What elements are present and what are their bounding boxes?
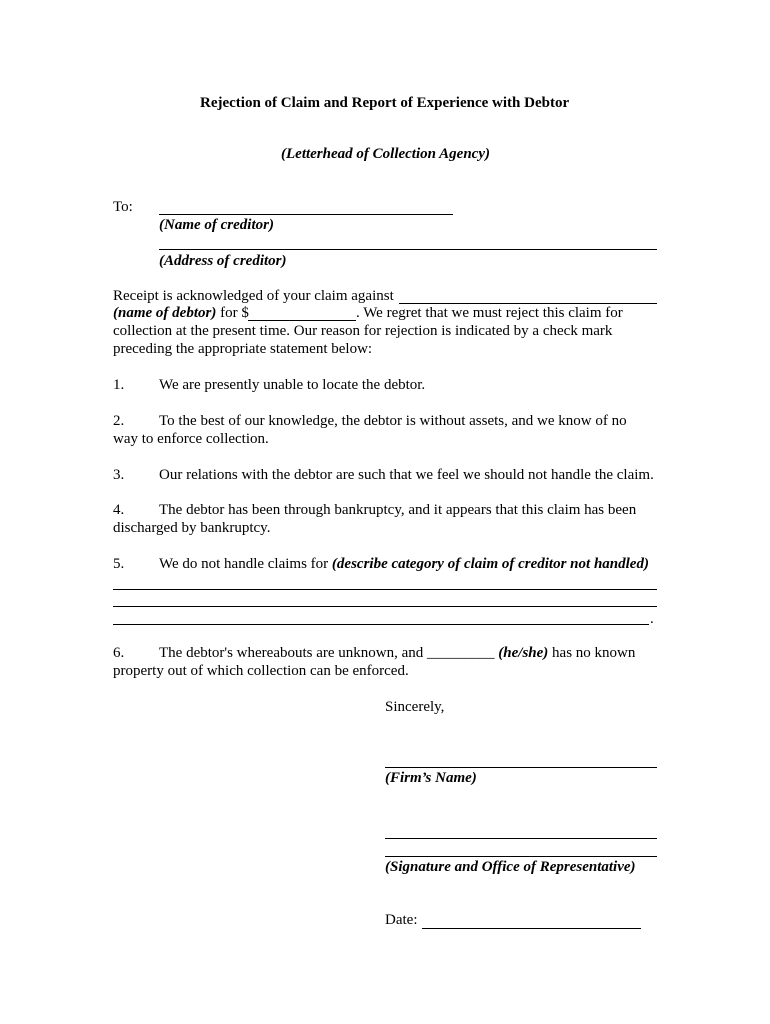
signature-line[interactable] bbox=[385, 838, 657, 839]
item-4-text-cont: discharged by bankruptcy. bbox=[113, 520, 271, 536]
debtor-label: (name of debtor) bbox=[113, 305, 217, 321]
creditor-address-line[interactable] bbox=[159, 249, 657, 250]
item-3-text: Our relations with the debtor are such that we feel we should not handle the claim. bbox=[159, 467, 654, 483]
date-line[interactable] bbox=[422, 928, 641, 929]
item-2-text-cont: way to enforce collection. bbox=[113, 431, 269, 447]
intro-line-4: preceding the appropriate statement below: bbox=[113, 341, 373, 357]
date-label: Date: bbox=[385, 912, 418, 928]
regret-text: . We regret that we must reject this claim for bbox=[356, 305, 623, 321]
item-2-number: 2. bbox=[113, 413, 125, 429]
item-5-number: 5. bbox=[113, 556, 125, 572]
item-6-blank[interactable]: _________ bbox=[427, 645, 495, 661]
for-text: for $ bbox=[216, 305, 249, 321]
office-line[interactable] bbox=[385, 856, 657, 857]
creditor-name-line[interactable] bbox=[159, 214, 453, 215]
item-4-number: 4. bbox=[113, 502, 125, 518]
item-5-category-label: (describe category of claim of creditor not handled) bbox=[331, 556, 649, 572]
item-5-line-2[interactable] bbox=[113, 606, 657, 607]
item-6-text-cont: property out of which collection can be enforced. bbox=[113, 663, 409, 679]
creditor-address-label: (Address of creditor) bbox=[159, 253, 287, 269]
item-6-text-end: has no known bbox=[548, 645, 636, 661]
intro-line-3: collection at the present time. Our reason for rejection is indicated by a check mark bbox=[113, 323, 613, 339]
item-5-text bbox=[159, 556, 649, 573]
item-5-period: . bbox=[650, 611, 654, 627]
item-6-number: 6. bbox=[113, 645, 125, 661]
creditor-name-label: (Name of creditor) bbox=[159, 217, 274, 233]
item-1-number: 1. bbox=[113, 377, 125, 393]
intro-line-1: Receipt is acknowledged of your claim against bbox=[113, 288, 394, 304]
document-title: Rejection of Claim and Report of Experience with Debtor bbox=[200, 95, 570, 111]
item-6-text bbox=[159, 645, 635, 662]
to-label: To: bbox=[113, 199, 133, 215]
item-1-text: We are presently unable to locate the debtor. bbox=[159, 377, 426, 393]
item-6-text-plain: The debtor's whereabouts are unknown, and bbox=[159, 645, 428, 661]
item-6-pronoun-label: (he/she) bbox=[494, 645, 549, 661]
item-2-text: To the best of our knowledge, the debtor is without assets, and we know of no bbox=[159, 413, 627, 429]
item-5-line-1[interactable] bbox=[113, 589, 657, 590]
item-5-line-3[interactable] bbox=[113, 624, 649, 625]
amount-line[interactable] bbox=[248, 320, 356, 321]
item-5-text-plain: We do not handle claims for bbox=[159, 556, 332, 572]
intro-line-2 bbox=[113, 305, 249, 322]
closing-text: Sincerely, bbox=[385, 699, 445, 715]
firm-name-label: (Firm’s Name) bbox=[385, 770, 477, 786]
debtor-name-line[interactable] bbox=[399, 303, 657, 304]
signature-label: (Signature and Office of Representative) bbox=[385, 859, 636, 875]
firm-name-line[interactable] bbox=[385, 767, 657, 768]
letterhead-placeholder: (Letterhead of Collection Agency) bbox=[281, 146, 490, 162]
item-4-text: The debtor has been through bankruptcy, and it appears that this claim has been bbox=[159, 502, 637, 518]
item-3-number: 3. bbox=[113, 467, 125, 483]
